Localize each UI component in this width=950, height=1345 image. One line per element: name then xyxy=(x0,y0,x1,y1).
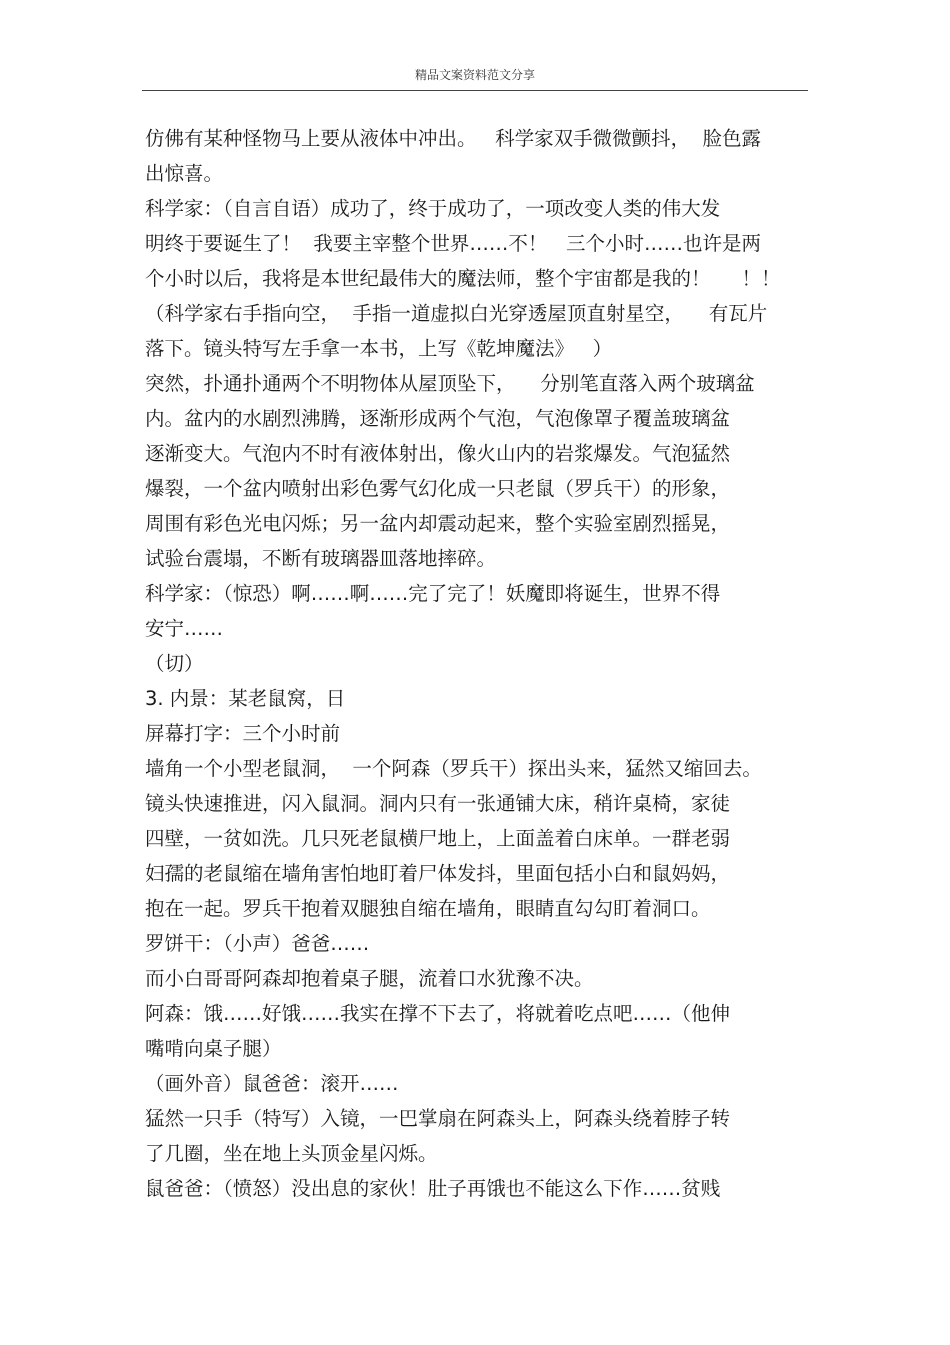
text-line: 科学家：（惊恐）啊……啊……完了完了！妖魔即将诞生，世界不得 xyxy=(145,582,721,605)
text-line: 落下。镜头特写左手拿一本书，上写《乾坤魔法》 ） xyxy=(145,337,613,360)
text-line: 屏幕打字：三个小时前 xyxy=(145,722,341,745)
text-line: 猛然一只手（特写）入镜，一巴掌扇在阿森头上，阿森头绕着脖子转 xyxy=(145,1107,731,1130)
text-line: 抱在一起。罗兵干抱着双腿独自缩在墙角，眼睛直勾勾盯着洞口。 xyxy=(145,897,711,920)
text-line: 安宁…… xyxy=(145,617,224,640)
header-divider xyxy=(142,90,808,91)
text-line: 明终于要诞生了！ 我要主宰整个世界……不！ 三个小时……也许是两 xyxy=(145,232,761,255)
text-line: 镜头快速推进，闪入鼠洞。洞内只有一张通铺大床，稍许桌椅，家徒 xyxy=(145,792,731,815)
text-line: 嘴啃向桌子腿） xyxy=(145,1037,282,1060)
text-line: 科学家：（自言自语）成功了，终于成功了，一项改变人类的伟大发 xyxy=(145,197,721,220)
text-line: 仿佛有某种怪物马上要从液体中冲出。 科学家双手微微颤抖， 脸色露 xyxy=(145,127,761,150)
text-line: 鼠爸爸：（愤怒）没出息的家伙！肚子再饿也不能这么下作……贫贱 xyxy=(145,1177,721,1200)
text-line: 罗饼干：（小声）爸爸…… xyxy=(145,932,370,955)
text-line: 逐渐变大。气泡内不时有液体射出，像火山内的岩浆爆发。气泡猛然 xyxy=(145,442,731,465)
text-line: （科学家右手指向空， 手指一道虚拟白光穿透屋顶直射星空， 有瓦片 xyxy=(145,302,768,325)
text-line: 爆裂，一个盆内喷射出彩色雾气幻化成一只老鼠（罗兵干）的形象， xyxy=(145,477,731,500)
text-line: 3. 内景：某老鼠窝，日 xyxy=(145,687,346,710)
text-line: 而小白哥哥阿森却抱着桌子腿，流着口水犹豫不决。 xyxy=(145,967,594,990)
page-header-title: 精品文案资料范文分享 xyxy=(414,68,535,82)
text-line: （切） xyxy=(145,652,204,675)
document-body xyxy=(145,121,825,1206)
text-line: 突然，扑通扑通两个不明物体从屋顶坠下， 分别笔直落入两个玻璃盆 xyxy=(145,372,755,395)
text-line: （画外音）鼠爸爸：滚开…… xyxy=(145,1072,399,1095)
text-line: 个小时以后，我将是本世纪最伟大的魔法师，整个宇宙都是我的！ ！！ xyxy=(145,267,781,290)
text-line: 墙角一个小型老鼠洞， 一个阿森（罗兵干）探出头来，猛然又缩回去。 xyxy=(145,757,762,780)
text-line: 试验台震塌，不断有玻璃器皿落地摔碎。 xyxy=(145,547,497,570)
text-line: 阿森：饿……好饿……我实在撑不下去了，将就着吃点吧……（他伸 xyxy=(145,1002,731,1025)
text-line: 内。盆内的水剧烈沸腾，逐渐形成两个气泡，气泡像罩子覆盖玻璃盆 xyxy=(145,407,731,430)
text-line: 妇孺的老鼠缩在墙角害怕地盯着尸体发抖，里面包括小白和鼠妈妈， xyxy=(145,862,731,885)
text-line: 了几圈，坐在地上头顶金星闪烁。 xyxy=(145,1142,438,1165)
text-line: 周围有彩色光电闪烁；另一盆内却震动起来，整个实验室剧烈摇晃， xyxy=(145,512,731,535)
text-line: 出惊喜。 xyxy=(145,162,224,185)
text-line: 四壁，一贫如洗。几只死老鼠横尸地上，上面盖着白床单。一群老弱 xyxy=(145,827,731,850)
